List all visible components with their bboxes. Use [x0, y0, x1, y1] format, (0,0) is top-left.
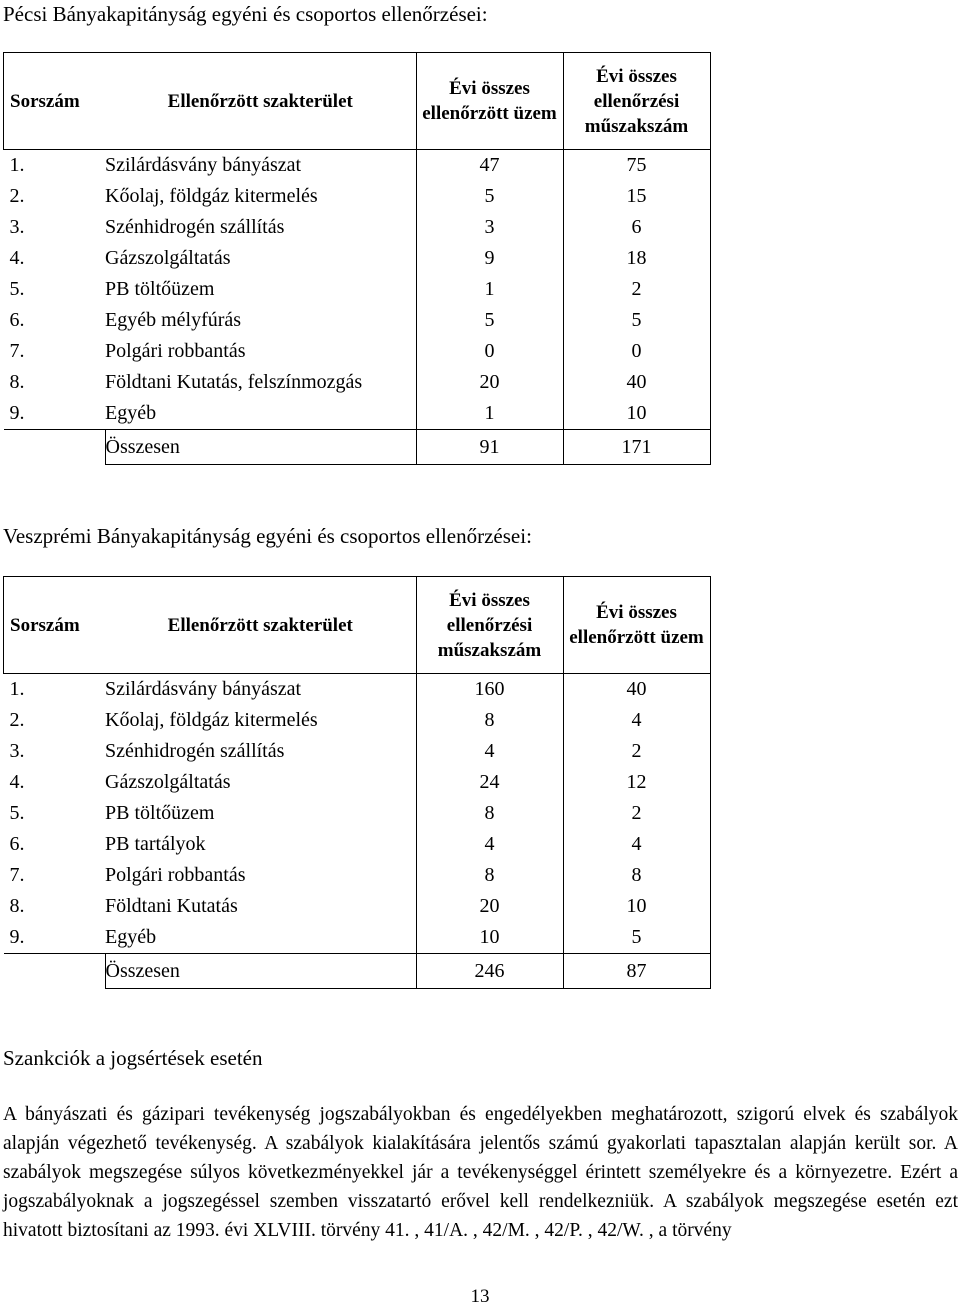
- table-row: [4, 829, 711, 860]
- table-row: [4, 274, 711, 305]
- row-value-col3: 4: [416, 736, 563, 767]
- total-label: Összesen: [105, 954, 416, 989]
- table-row: [4, 367, 711, 398]
- row-szakterulet: Szénhidrogén szállítás: [105, 740, 285, 762]
- section3-title: Szankciók a jogsértések esetén: [3, 1046, 263, 1070]
- row-szakterulet: Polgári robbantás: [105, 340, 246, 362]
- row-value-col4: 40: [563, 367, 710, 398]
- row-szakterulet: Gázszolgáltatás: [105, 771, 231, 793]
- header-col4: Évi összes ellenőrzött üzem: [563, 577, 710, 674]
- row-value-col4: 4: [563, 829, 710, 860]
- header-szakterulet: Ellenőrzött szakterület: [105, 53, 416, 150]
- section2-title: Veszprémi Bányakapitányság egyéni és csoportos ellenőrzései:: [3, 524, 532, 548]
- total-blank: [4, 430, 106, 465]
- row-value-col3: 8: [416, 705, 563, 736]
- row-value-col3: 160: [416, 674, 563, 706]
- table-row: [4, 705, 711, 736]
- row-value-col3: 3: [416, 212, 563, 243]
- row-value-col4: 5: [563, 305, 710, 336]
- row-number: 1.: [9, 678, 25, 700]
- row-szakterulet: Egyéb: [105, 402, 157, 424]
- header-sorszam: Sorszám: [4, 577, 106, 674]
- row-number: 8.: [9, 895, 25, 917]
- row-value-col4: 5: [563, 922, 710, 954]
- table-row: [4, 336, 711, 367]
- page-number: 13: [470, 1286, 490, 1307]
- table-row: [4, 891, 711, 922]
- row-number: 9.: [9, 926, 25, 948]
- header-col4: Évi összes ellenőrzési műszakszám: [563, 53, 710, 150]
- row-szakterulet: Egyéb: [105, 926, 157, 948]
- total-row: [4, 954, 711, 989]
- row-value-col4: 6: [563, 212, 710, 243]
- row-value-col3: 9: [416, 243, 563, 274]
- total-col4: 87: [563, 954, 710, 989]
- row-value-col3: 1: [416, 398, 563, 430]
- sanctions-paragraph: A bányászati és gázipari tevékenység jogszabályokban és engedélyekben meghatározott, szigorú elvek és szabályok alapján végezhető tevékenység. A szabályok kialakítására jelentős számú gyakorlati tapasztalan alapján került sor. A szabályok megszegése súlyos következményekkel jár a tevékenységgel érintett személyekre és a környezetre. Ezért a jogszabályoknak a jogszegéssel szemben visszatartó erővel kell rendelkezniük. A szabályok megszegése esetén ezt hivatott biztosítani az 1993. évi XLVIII. törvény 41. , 41/A. , 42/M. , 42/P. , 42/W. , a törvény: [3, 1104, 958, 1241]
- table-row: [4, 798, 711, 829]
- table-row: [4, 767, 711, 798]
- row-number: 4.: [9, 771, 25, 793]
- row-value-col3: 8: [416, 860, 563, 891]
- header-col3: Évi összes ellenőrzési műszakszám: [416, 577, 563, 674]
- row-value-col4: 2: [563, 274, 710, 305]
- row-szakterulet: Földtani Kutatás: [105, 895, 238, 917]
- row-number: 9.: [9, 402, 25, 424]
- row-value-col3: 5: [416, 181, 563, 212]
- table-row: [4, 736, 711, 767]
- row-value-col4: 10: [563, 398, 710, 430]
- row-value-col3: 8: [416, 798, 563, 829]
- row-number: 2.: [9, 185, 25, 207]
- row-szakterulet: Szénhidrogén szállítás: [105, 216, 285, 238]
- row-szakterulet: Egyéb mélyfúrás: [105, 309, 242, 331]
- row-value-col4: 18: [563, 243, 710, 274]
- row-number: 1.: [9, 154, 25, 176]
- row-szakterulet: Szilárdásvány bányászat: [105, 154, 302, 176]
- veszprem-inspections-table: [3, 576, 711, 989]
- row-value-col4: 40: [563, 674, 710, 706]
- row-number: 5.: [9, 278, 25, 300]
- row-value-col4: 2: [563, 736, 710, 767]
- total-blank: [4, 954, 106, 989]
- row-szakterulet: Szilárdásvány bányászat: [105, 678, 302, 700]
- row-szakterulet: Gázszolgáltatás: [105, 247, 231, 269]
- row-value-col4: 2: [563, 798, 710, 829]
- row-szakterulet: Polgári robbantás: [105, 864, 246, 886]
- table-row: [4, 922, 711, 954]
- table-row: [4, 305, 711, 336]
- row-number: 7.: [9, 864, 25, 886]
- row-value-col3: 24: [416, 767, 563, 798]
- row-value-col4: 0: [563, 336, 710, 367]
- row-value-col3: 1: [416, 274, 563, 305]
- row-number: 3.: [9, 740, 25, 762]
- header-sorszam: Sorszám: [4, 53, 106, 150]
- row-number: 2.: [9, 709, 25, 731]
- row-value-col3: 47: [416, 150, 563, 182]
- row-value-col3: 20: [416, 367, 563, 398]
- row-number: 3.: [9, 216, 25, 238]
- row-value-col4: 12: [563, 767, 710, 798]
- header-col3: Évi összes ellenőrzött üzem: [416, 53, 563, 150]
- row-number: 6.: [9, 833, 25, 855]
- row-value-col3: 0: [416, 336, 563, 367]
- table-row: [4, 398, 711, 430]
- total-label: Összesen: [105, 430, 416, 465]
- total-col4: 171: [563, 430, 710, 465]
- table-row: [4, 243, 711, 274]
- total-row: [4, 430, 711, 465]
- table-row: [4, 150, 711, 182]
- row-szakterulet: Kőolaj, földgáz kitermelés: [105, 185, 318, 207]
- table-row: [4, 181, 711, 212]
- header-szakterulet: Ellenőrzött szakterület: [105, 577, 416, 674]
- table-header-row: [4, 53, 711, 150]
- table-row: [4, 674, 711, 706]
- section1-title: Pécsi Bányakapitányság egyéni és csoportos ellenőrzései:: [3, 2, 488, 26]
- row-szakterulet: Kőolaj, földgáz kitermelés: [105, 709, 318, 731]
- row-value-col3: 4: [416, 829, 563, 860]
- row-value-col4: 15: [563, 181, 710, 212]
- row-szakterulet: Földtani Kutatás, felszínmozgás: [105, 371, 363, 393]
- total-col3: 246: [416, 954, 563, 989]
- row-number: 6.: [9, 309, 25, 331]
- row-szakterulet: PB töltőüzem: [105, 278, 215, 300]
- row-number: 7.: [9, 340, 25, 362]
- table-header-row: [4, 577, 711, 674]
- row-number: 4.: [9, 247, 25, 269]
- row-number: 5.: [9, 802, 25, 824]
- row-value-col4: 8: [563, 860, 710, 891]
- row-value-col4: 75: [563, 150, 710, 182]
- table-body: [4, 674, 711, 989]
- table-body: [4, 150, 711, 465]
- table-row: [4, 212, 711, 243]
- row-value-col3: 10: [416, 922, 563, 954]
- row-value-col3: 5: [416, 305, 563, 336]
- row-value-col3: 20: [416, 891, 563, 922]
- row-number: 8.: [9, 371, 25, 393]
- row-value-col4: 10: [563, 891, 710, 922]
- pecs-inspections-table: [3, 52, 711, 465]
- table-row: [4, 860, 711, 891]
- total-col3: 91: [416, 430, 563, 465]
- row-szakterulet: PB tartályok: [105, 833, 206, 855]
- row-value-col4: 4: [563, 705, 710, 736]
- row-szakterulet: PB töltőüzem: [105, 802, 215, 824]
